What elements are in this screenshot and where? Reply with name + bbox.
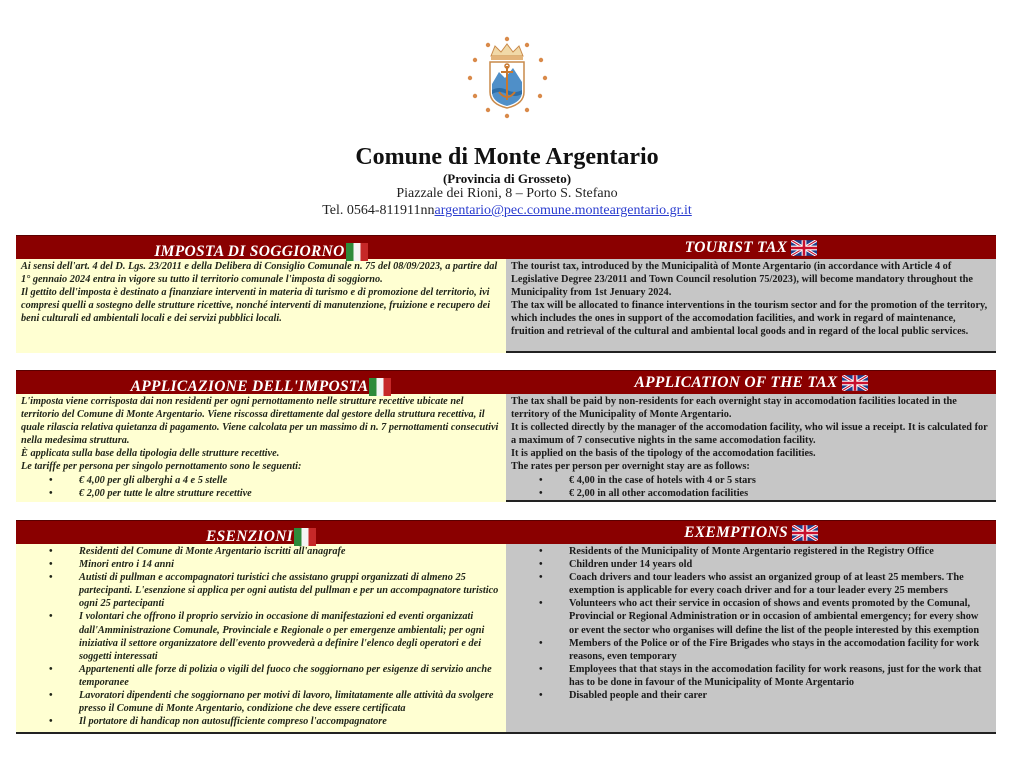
rates-list-en <box>511 474 990 500</box>
list-item: • € 4,00 per gli alberghi a 4 e 5 stelle <box>79 474 500 487</box>
section-header-en <box>506 370 996 394</box>
paragraph-en: The tax shall be paid by non-residents for each overnight stay in accomodation facilities located in the territory of the Municipality of Monte Argentario. It is collected directly by the manager of the accomodation facility, who wil issue a receipt. It is calculated for a maximum of 7 consecutive nights in the same accomodation facility. It is applied on the basis of the tipology of the accomodation facilities. The rates per person per overnight stay are as follows: <box>511 396 988 473</box>
italian-column <box>16 520 506 734</box>
email-link[interactable]: argentario@pec.comune.monteargentario.gr.it <box>434 203 692 218</box>
section-text-en <box>506 544 996 734</box>
list-item: • I volontari che offrono il proprio servizio in occasione di manifestazioni ed eventi organizzati dall'Amministrazione Comunale, Provinciale e Regionale o per emergenze ambientali; per ogni iniziativa il settore organizzatore dell'evento provvederà a definire l'elenco degli operatori e dei soggetti interessati <box>79 610 500 662</box>
section-text-en <box>506 259 996 353</box>
italy-flag-icon <box>346 243 368 261</box>
list-item: • Lavoratori dipendenti che soggiornano per motivi di lavoro, limitatamente alle attività da svolgere presso il Comune di Monte Argentario, condizione che deve essere certificata <box>79 689 500 715</box>
exemptions-list-it <box>21 545 500 728</box>
italian-column <box>16 235 506 353</box>
list-item: • € 4,00 in the case of hotels with 4 or 5 stars <box>569 474 990 487</box>
list-item: • Appartenenti alle forze di polizia o vigili del fuoco che soggiornano per esigenze di servizio anche temporanee <box>79 663 500 689</box>
paragraph-it: Ai sensi dell'art. 4 del D. Lgs. 23/2011 e della Delibera di Consiglio Comunale n. 75 del 08/09/2023, a partire dal 1° gennaio 2024 entra in vigore su tutto il territorio comunale l'imposta di soggiorno. Il gettito dell'imposta è destinato a finanziare interventi in materia di turismo e di promozione del territorio, ivi compresi quelli a sostegno delle strutture ricettive, nonché interventi di manutenzione, fruizione e recupero dei beni culturali ed ambientali locali e dei servizi pubblici locali. <box>21 261 498 325</box>
section-text-it <box>16 259 506 353</box>
italy-flag-icon <box>294 528 316 546</box>
list-item: • Children under 14 years old <box>569 558 990 571</box>
english-column <box>506 370 996 502</box>
section-title-en: EXEMPTIONS <box>684 524 788 541</box>
paragraph-en: The tourist tax, introduced by the Municipalità of Monte Argentario (in accordance with Article 4 of Legislative Degree 23/2011 and Town Council resolution 75/2023), will become mandatory throughout the Municipality from 1st Jenuary 2024. The tax will be allocated to finance interventions in the tourism sector and for the promotion of the territory, which includes the ones in support of the accomodation facilities, and work in regard of maintenance, fruition and retrieval of the cultural and ambiental local goods and in regard of the local public services. <box>511 261 988 338</box>
coat-of-arms-icon <box>461 32 553 122</box>
list-item: • € 2,00 per tutte le altre strutture recettive <box>79 487 500 500</box>
list-item: • Residenti del Comune di Monte Argentario iscritti all'anagrafe <box>79 545 500 558</box>
section-exemptions <box>16 520 996 734</box>
list-item: • Coach drivers and tour leaders who assist an organized group of at least 25 members. The exemption is applicable for every coach driver and for a tour leader every 25 members <box>569 571 990 597</box>
section-application <box>16 370 996 502</box>
section-text-it <box>16 394 506 502</box>
uk-flag-icon <box>842 375 868 391</box>
section-header-it <box>16 370 506 394</box>
exemptions-list-en <box>511 545 990 702</box>
contact-line <box>0 203 1014 219</box>
list-item: • Residents of the Municipality of Monte Argentario registered in the Registry Office <box>569 545 990 558</box>
province-label: (Provincia di Grosseto) <box>442 171 572 186</box>
section-title-it: IMPOSTA DI SOGGIORNO <box>154 243 345 260</box>
list-item: • Employees that that stays in the accomodation facility for work reasons, just for the work that has to be done in favour of the Municipality of Monte Argentario <box>569 663 990 689</box>
list-item: • Volunteers who act their service in occasion of shows and events promoted by the Comunal, Provincial or Regional Administration or in occasion of ambiental emergency; for every show or event the sector who organises will define the list of the people interested by this exemption <box>569 597 990 636</box>
italian-column <box>16 370 506 502</box>
paragraph-it: L'imposta viene corrisposta dai non residenti per ogni pernottamento nelle strutture recettive ubicate nel territorio del Comune di Monte Argentario. Viene riscossa direttamente dal gestore della struttura recettiva, il quale rilascia relativa quietanza di pagamento. Viene calcolata per un massimo di n. 7 pernottamenti consecutivi nella medesima struttura. È applicata sulla base della tipologia delle strutture recettive. Le tariffe per persona per singolo pernottamento sono le seguenti: <box>21 396 499 473</box>
section-title-it: APPLICAZIONE DELL'IMPOSTA <box>130 378 369 395</box>
section-header-en <box>506 235 996 259</box>
section-title-en: APPLICATION OF THE TAX <box>634 374 838 391</box>
section-title-it: ESENZIONI <box>205 528 294 545</box>
list-item: • Il portatore di handicap non autosufficiente compreso l'accompagnatore <box>79 715 500 728</box>
page-title: Comune di Monte Argentario <box>355 144 659 170</box>
uk-flag-icon <box>791 240 817 256</box>
list-item: • € 2,00 in all other accomodation facilities <box>569 487 990 500</box>
section-tourist-tax <box>16 235 996 353</box>
italy-flag-icon <box>369 378 391 396</box>
english-column <box>506 235 996 353</box>
section-header-it <box>16 235 506 259</box>
address-label: Piazzale dei Rioni, 8 – Porto S. Stefano <box>396 186 618 201</box>
section-header-en <box>506 520 996 544</box>
section-title-en: TOURIST TAX <box>684 239 788 256</box>
list-item: • Disabled people and their carer <box>569 689 990 702</box>
rates-list-it <box>21 474 500 500</box>
list-item: • Autisti di pullman e accompagnatori turistici che assistano gruppi organizzati di almeno 25 partecipanti. L'esenzione si applica per ogni autista del pullman e per un accompagnatore turistico ogni 25 partecipanti <box>79 571 500 610</box>
english-column <box>506 520 996 734</box>
list-item: • Members of the Police or of the Fire Brigades who stays in the accomodation facility for work reasons, even temporary <box>569 637 990 663</box>
section-header-it <box>16 520 506 544</box>
section-text-en <box>506 394 996 502</box>
list-item: • Minori entro i 14 anni <box>79 558 500 571</box>
phone-label: Tel. 0564-811911nn <box>322 203 435 218</box>
section-text-it <box>16 544 506 734</box>
uk-flag-icon <box>792 525 818 541</box>
